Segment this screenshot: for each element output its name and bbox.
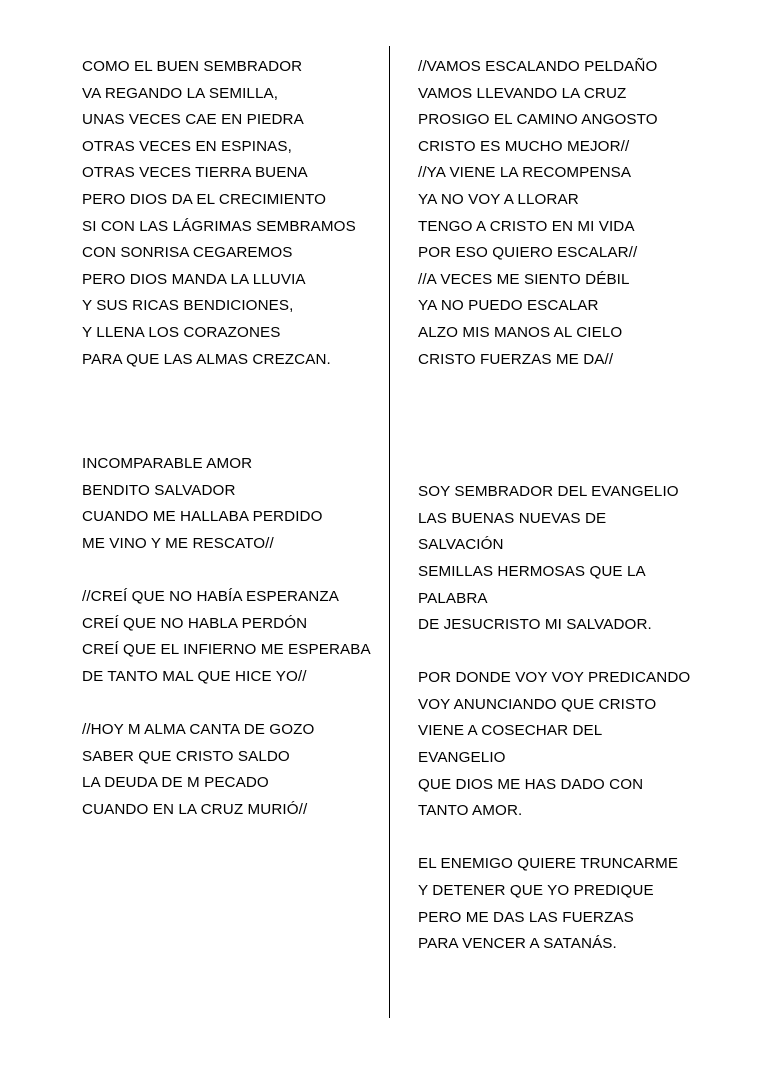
lyric-line: EL ENEMIGO QUIERE TRUNCARME — [418, 855, 679, 873]
left-stanza-4 — [82, 717, 382, 823]
left-stanza-3 — [82, 584, 382, 690]
lyric-line: SABER QUE CRISTO SALDO — [82, 747, 290, 765]
lyric-line: EVANGELIO — [418, 749, 506, 767]
lyric-line: //VAMOS ESCALANDO PELDAÑO — [418, 58, 658, 75]
lyric-line: Y LLENA LOS CORAZONES — [82, 323, 281, 341]
right-stanza-4 — [418, 851, 718, 957]
lyric-line: LA DEUDA DE M PECADO — [82, 774, 269, 792]
lyric-line: Y SUS RICAS BENDICIONES, — [82, 297, 294, 315]
lyric-line: PROSIGO EL CAMINO ANGOSTO — [418, 111, 658, 129]
lyric-line: OTRAS VECES EN ESPINAS, — [82, 137, 292, 155]
lyric-line: //HOY M ALMA CANTA DE GOZO — [82, 721, 315, 739]
column-divider — [389, 46, 390, 1018]
lyric-line: UNAS VECES CAE EN PIEDRA — [82, 111, 304, 129]
lyric-line: //A VECES ME SIENTO DÉBIL — [418, 270, 630, 288]
lyric-line: PALABRA — [418, 589, 488, 607]
lyric-line: SI CON LAS LÁGRIMAS SEMBRAMOS — [82, 217, 356, 235]
lyric-line: CUANDO EN LA CRUZ MURIÓ// — [82, 800, 308, 818]
lyric-line: PERO DIOS DA EL CRECIMIENTO — [82, 190, 327, 208]
lyric-line: SOY SEMBRADOR DEL EVANGELIO — [418, 483, 679, 501]
lyric-line: QUE DIOS ME HAS DADO CON — [418, 775, 644, 793]
lyric-line: DE TANTO MAL QUE HICE YO// — [82, 667, 307, 685]
right-stanza-3 — [418, 665, 718, 825]
lyric-line: SEMILLAS HERMOSAS QUE LA — [418, 562, 646, 580]
lyric-line: CRISTO ES MUCHO MEJOR// — [418, 137, 630, 155]
left-column — [82, 54, 382, 823]
lyric-line: YA NO VOY A LLORAR — [418, 190, 579, 208]
lyric-line: ME VINO Y ME RESCATO// — [82, 534, 274, 552]
lyric-line: POR ESO QUIERO ESCALAR// — [418, 244, 638, 262]
lyric-line: ALZO MIS MANOS AL CIELO — [418, 323, 623, 341]
right-stanza-1 — [418, 54, 718, 373]
lyric-line: OTRAS VECES TIERRA BUENA — [82, 164, 308, 182]
lyric-line: TANTO AMOR. — [418, 802, 523, 820]
lyric-line: CREÍ QUE NO HABLA PERDÓN — [82, 614, 308, 632]
lyric-line: TENGO A CRISTO EN MI VIDA — [418, 217, 635, 235]
lyric-line: VOY ANUNCIANDO QUE CRISTO — [418, 695, 657, 713]
lyric-line: VAMOS LLEVANDO LA CRUZ — [418, 84, 627, 102]
lyric-line: PERO DIOS MANDA LA LLUVIA — [82, 270, 306, 288]
lyric-line: BENDITO SALVADOR — [82, 481, 236, 499]
lyric-line: CREÍ QUE EL INFIERNO ME ESPERABA — [82, 641, 371, 659]
lyric-line: LAS BUENAS NUEVAS DE — [418, 509, 607, 527]
lyric-line: DE JESUCRISTO MI SALVADOR. — [418, 616, 652, 634]
lyric-line: COMO EL BUEN SEMBRADOR — [82, 58, 303, 75]
lyric-line: PERO ME DAS LAS FUERZAS — [418, 908, 634, 926]
right-column — [418, 54, 718, 958]
lyric-line: PARA QUE LAS ALMAS CREZCAN. — [82, 350, 331, 368]
left-stanza-1 — [82, 54, 382, 373]
lyric-line: SALVACIÓN — [418, 536, 504, 554]
lyric-line: CON SONRISA CEGAREMOS — [82, 244, 293, 262]
lyric-line: INCOMPARABLE AMOR — [82, 455, 253, 473]
lyric-line: YA NO PUEDO ESCALAR — [418, 297, 599, 315]
left-stanza-2 — [82, 451, 382, 557]
lyric-line: //YA VIENE LA RECOMPENSA — [418, 164, 632, 182]
lyric-line: //CREÍ QUE NO HABÍA ESPERANZA — [82, 588, 339, 606]
lyric-line: Y DETENER QUE YO PREDIQUE — [418, 882, 654, 900]
right-stanza-2 — [418, 479, 718, 639]
lyric-line: PARA VENCER A SATANÁS. — [418, 935, 617, 953]
lyric-line: VA REGANDO LA SEMILLA, — [82, 84, 279, 102]
lyric-line: CRISTO FUERZAS ME DA// — [418, 350, 614, 368]
lyric-line: VIENE A COSECHAR DEL — [418, 722, 603, 740]
lyric-line: POR DONDE VOY VOY PREDICANDO — [418, 669, 691, 687]
lyric-line: CUANDO ME HALLABA PERDIDO — [82, 508, 323, 526]
